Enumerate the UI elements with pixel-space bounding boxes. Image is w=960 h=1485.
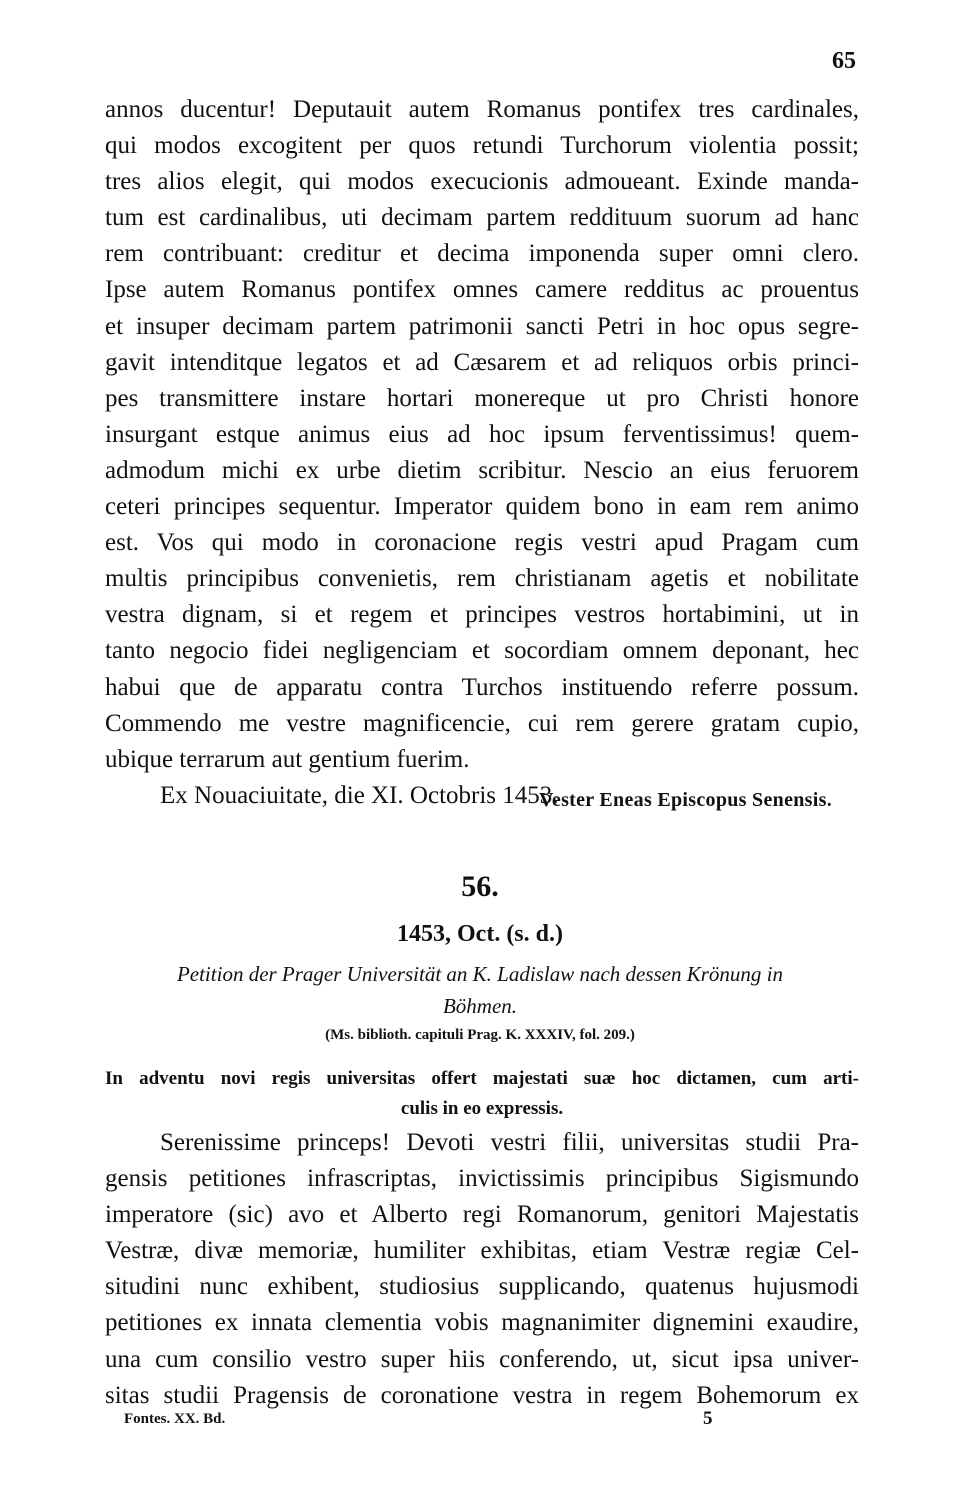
text-line: pes transmittere instare hortari monereque ut pro Christi honore [105, 384, 859, 412]
text-line: annos ducentur! Deputauit autem Romanus pontifex tres cardinales, [105, 96, 859, 123]
document-title-line: Petition der Prager Universität an K. Ladislaw nach dessen Krönung in [176, 962, 784, 986]
text-line: tres alios elegit, qui modos execucionis admoueant. Exinde manda- [105, 168, 859, 196]
text-line: est. Vos qui modo in coronacione regis vestri apud Pragam cum [105, 529, 859, 557]
text-line: Commendo me vestre magnificencie, cui rem gerere gratam cupio, [105, 709, 859, 737]
text-line: rem contribuant: creditur et decima imponenda super omni clero. [105, 240, 859, 268]
dateline: Ex Nouaciuitate, die XI. Octobris 1453. [160, 781, 559, 809]
document-source: (Ms. biblioth. capituli Prag. K. XXXIV, fol. 209.) [325, 1027, 635, 1043]
text-line: vestra dignam, si et regem et principes vestros hortabimini, ut in [105, 601, 859, 629]
text-line: multis principibus convenietis, rem christianam agetis et nobilitate [105, 565, 859, 593]
page-number: 65 [832, 48, 856, 74]
text-line: habui que de apparatu contra Turchos instituendo referre possum. [105, 673, 859, 701]
document-summary [105, 1064, 859, 1124]
text-line: una cum consilio vestro super hiis conferendo, ut, sicut ipsa univer- [105, 1345, 859, 1373]
text-line: sitas studii Pragensis de coronatione vestra in regem Bohemorum ex [105, 1381, 859, 1409]
text-line: et insuper decimam partem patrimonii sancti Petri in hoc opus segre- [105, 312, 859, 340]
text-line: tanto negocio fidei negligenciam et socordiam omnem deponant, hec [105, 637, 859, 665]
text-line: Ipse autem Romanus pontifex omnes camere redditus ac prouentus [105, 276, 859, 304]
document-date: 1453, Oct. (s. d.) [397, 921, 563, 947]
text-line: tum est cardinalibus, uti decimam partem reddituum suorum ad hanc [105, 204, 859, 232]
text-line: ubique terrarum aut gentium fuerim. [105, 745, 470, 773]
footer-signature-mark: Fontes. XX. Bd. [124, 1411, 226, 1427]
text-line: qui modos excogitent per quos retundi Turchorum violentia possit; [105, 132, 859, 160]
document-title-line: Böhmen. [442, 994, 518, 1018]
summary-line: culis in eo expressis. [400, 1098, 564, 1119]
document-number: 56. [461, 870, 499, 903]
text-line: situdini nunc exhibent, studiosius supplicando, quatenus hujusmodi [105, 1273, 859, 1301]
text-line: gensis petitiones infrascriptas, invictissimis principibus Sigismundo [105, 1165, 859, 1193]
document-title [112, 958, 848, 1022]
text-line: ceteri principes sequentur. Imperator quidem bono in eam rem animo [105, 493, 859, 521]
letter-signature: Vester Eneas Episcopus Senensis. [539, 789, 832, 811]
document-body [105, 1125, 859, 1414]
text-line: imperatore (sic) avo et Alberto regi Romanorum, genitori Majestatis [105, 1201, 859, 1229]
text-line: insurgant estque animus eius ad hoc ipsum ferventissimus! quem- [105, 420, 859, 448]
summary-line: In adventu novi regis universitas offert majestati suæ hoc dictamen, cum arti- [105, 1068, 859, 1089]
text-line: petitiones ex innata clementia vobis magnanimiter dignemini exaudire, [105, 1309, 859, 1337]
footer-sheet-number: 5 [703, 1408, 713, 1429]
text-line: Vestræ, divæ memoriæ, humiliter exhibitas, etiam Vestræ regiæ Cel- [105, 1237, 859, 1265]
letter-body [105, 92, 859, 814]
text-line: gavit intenditque legatos et ad Cæsarem et ad reliquos orbis princi- [105, 348, 859, 376]
text-line: admodum michi ex urbe dietim scribitur. Nescio an eius feruorem [105, 456, 859, 484]
text-line: Serenissime princeps! Devoti vestri filii, universitas studii Pra- [160, 1129, 859, 1156]
